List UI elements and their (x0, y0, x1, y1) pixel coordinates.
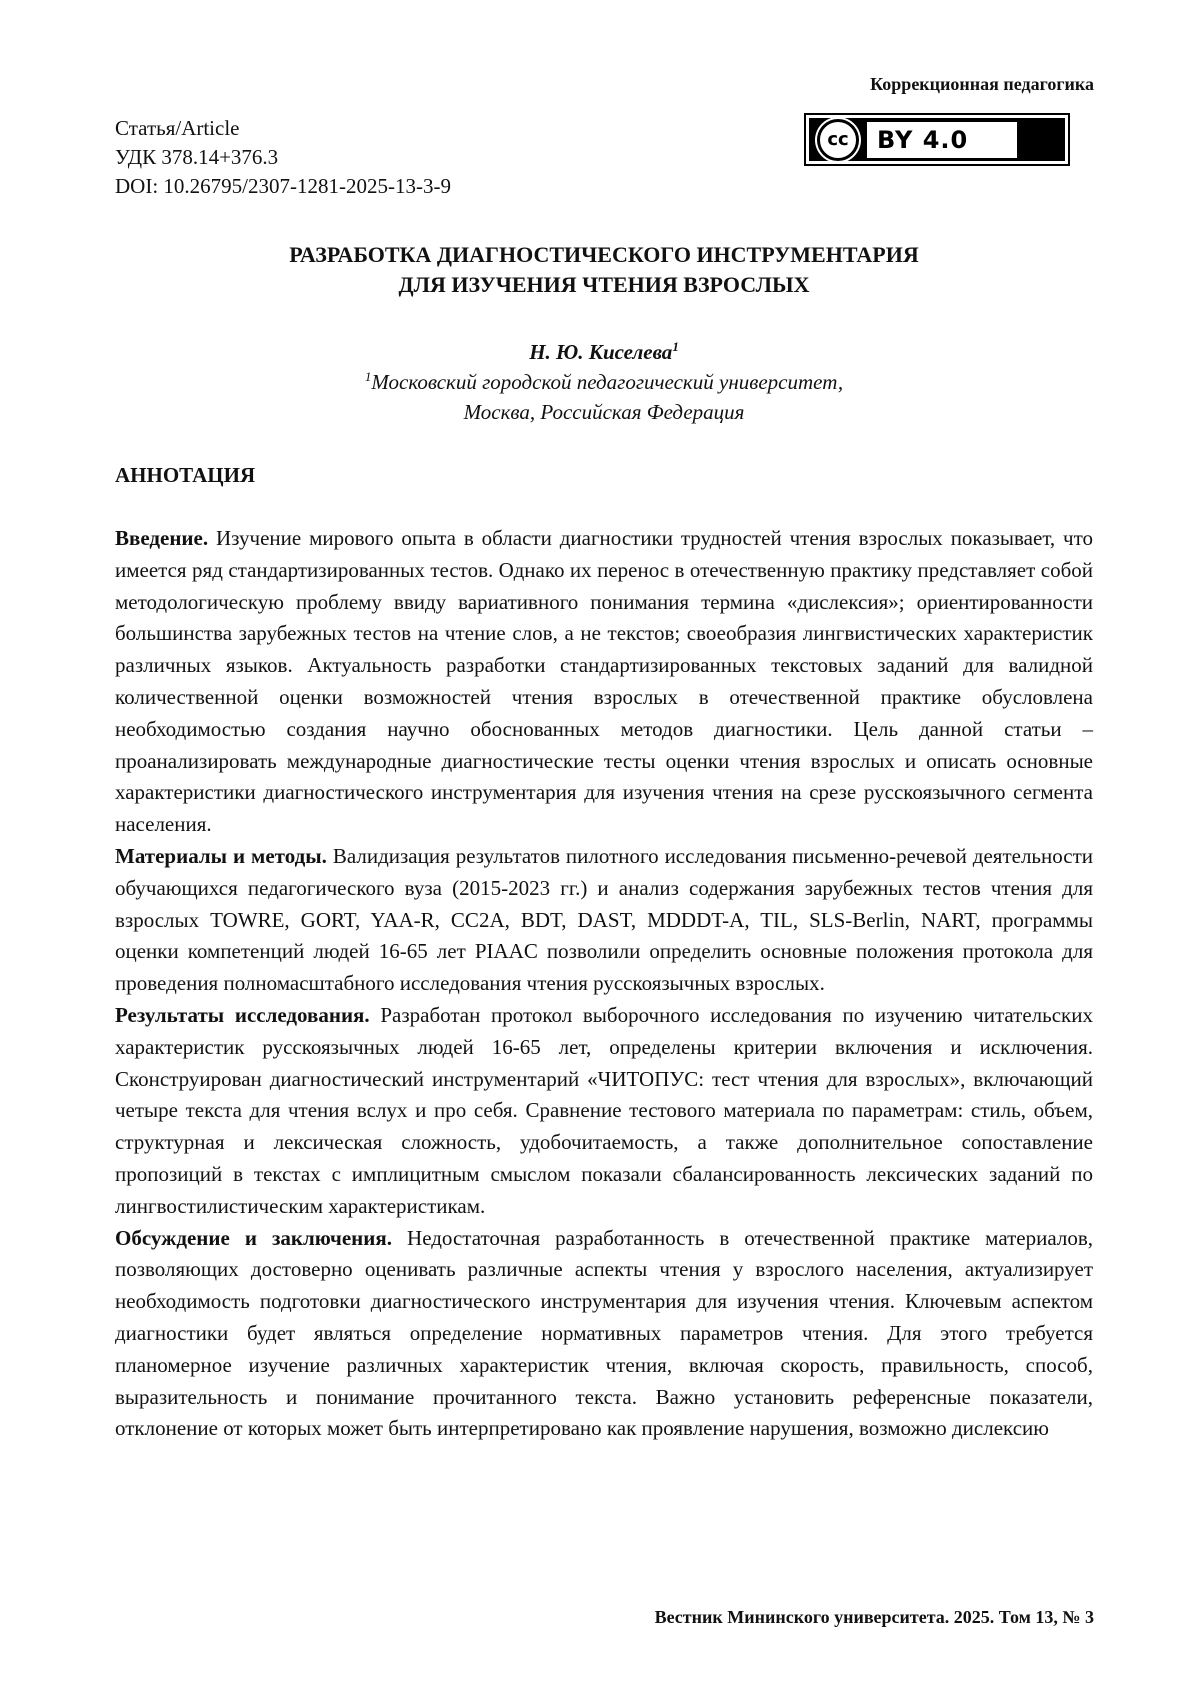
abstract-section-text: Изучение мирового опыта в области диагностики трудностей чтения взрослых показывает, что имеется ряд стандартизированных тестов. Однако их перенос в отечественную практику представляет собой методологическую проблему ввиду вариативного понимания термина «дислексия»; ориентированности большинства зарубежных тестов на чтение слов, а не текстов; своеобразия лингвистических характеристик различных языков. Актуальность разработки стандартизированных текстовых заданий для валидной количественной оценки возможностей чтения взрослых в отечественной практике обусловлена необходимостью создания научно обоснованных методов диагностики. Цель данной статьи – проанализировать международные диагностические тесты оценки чтения взрослых и описать основные характеристики диагностического инструментария для изучения чтения на срезе русскоязычного сегмента населения. (115, 526, 1093, 836)
abstract-section-text: Недостаточная разработанность в отечественной практике материалов, позволяющих достоверно оценивать различные аспекты чтения у взрослого населения, актуализирует необходимость подготовки диагностического инструментария для изучения чтения. Ключевым аспектом диагностики будет являться определение нормативных параметров чтения. Для этого требуется планомерное изучение различных характеристик чтения, включая скорость, правильность, способ, выразительность и понимание прочитанного текста. Важно установить референсные показатели, отклонение от которых может быть интерпретировано как проявление нарушения, возможно дислексию (115, 1226, 1093, 1441)
abstract-section-label: Обсуждение и заключения. (115, 1226, 392, 1250)
cc-license-badge[interactable] (804, 113, 1070, 166)
author-sup: 1 (672, 339, 679, 354)
article-type: Статья/Article (115, 114, 451, 143)
article-title-line-1: РАЗРАБОТКА ДИАГНОСТИЧЕСКОГО ИНСТРУМЕНТАРИЯ (115, 240, 1093, 270)
abstract-introduction (115, 523, 1093, 841)
affiliation-text-1: Московский городской педагогический университет, (371, 370, 843, 394)
abstract-results (115, 1000, 1093, 1223)
affiliation-line-1 (115, 367, 1093, 397)
journal-footer: Вестник Мининского университета. 2025. Том 13, № 3 (655, 1607, 1094, 1628)
abstract-section-label: Материалы и методы. (115, 844, 327, 868)
abstract-heading: АННОТАЦИЯ (115, 463, 255, 488)
article-meta (115, 114, 451, 201)
creative-commons-icon: cc (817, 119, 859, 161)
affiliation-line-2: Москва, Российская Федерация (115, 397, 1093, 427)
cc-license-label: BY 4.0 (867, 122, 1017, 158)
author-block (115, 337, 1093, 427)
doi-link[interactable]: DOI: 10.26795/2307-1281-2025-13-3-9 (115, 172, 451, 201)
abstract-section-label: Введение. (115, 526, 208, 550)
abstract-section-text: Разработан протокол выборочного исследования по изучению читательских характеристик русскоязычных людей 16-65 лет, определены критерии включения и исключения. Сконструирован диагностический инструментарий «ЧИТОПУС: тест чтения для взрослых», включающий четыре текста для чтения вслух и про себя. Сравнение тестового материала по параметрам: стиль, объем, структурная и лексическая сложность, удобочитаемость, а также дополнительное сопоставление пропозиций в текстах с имплицитным смыслом показали сбалансированность лексических заданий по лингвостилистическим характеристикам. (115, 1003, 1093, 1218)
article-page (0, 0, 1200, 1697)
abstract-discussion (115, 1223, 1093, 1446)
affiliation-sup: 1 (365, 369, 372, 384)
abstract-section-label: Результаты исследования. (115, 1003, 370, 1027)
article-title-line-2: ДЛЯ ИЗУЧЕНИЯ ЧТЕНИЯ ВЗРОСЛЫХ (115, 270, 1093, 300)
author-name: Н. Ю. Киселева (529, 340, 672, 364)
journal-section-header: Коррекционная педагогика (870, 74, 1094, 95)
udk-code: УДК 378.14+376.3 (115, 143, 451, 172)
author-line (115, 337, 1093, 367)
article-title (115, 240, 1093, 300)
abstract-body (115, 523, 1093, 1445)
abstract-section-text: Валидизация результатов пилотного исследования письменно-речевой деятельности обучающихся педагогического вуза (2015-2023 гг.) и анализ содержания зарубежных тестов чтения для взрослых TOWRE, GORT, YAA-R, CC2A, BDT, DAST, MDDDT-A, TIL, SLS-Berlin, NART, программы оценки компетенций людей 16-65 лет PIAAC позволили определить основные положения протокола для проведения полномасштабного исследования чтения русскоязычных взрослых. (115, 844, 1093, 995)
abstract-methods (115, 841, 1093, 1000)
cc-license-inner (809, 118, 1065, 161)
